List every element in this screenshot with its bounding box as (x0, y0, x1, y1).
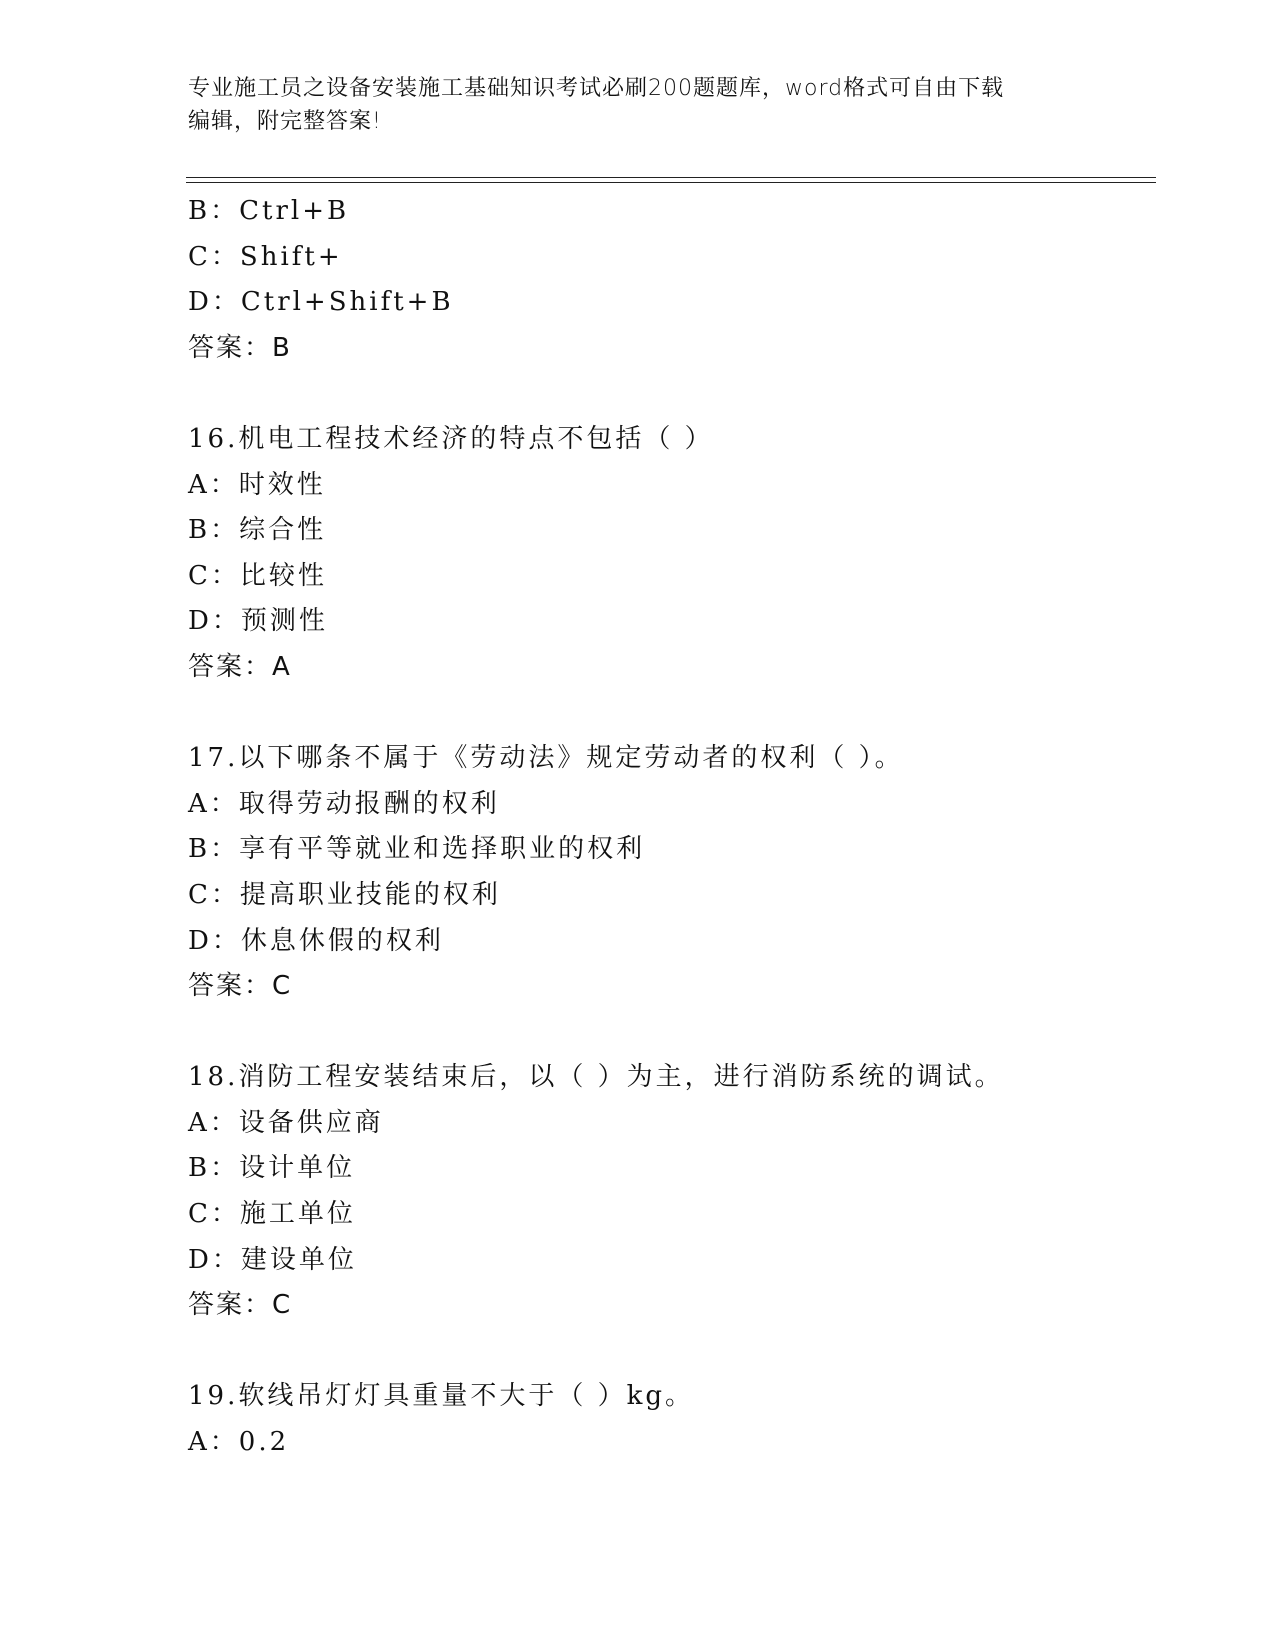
option-a: A：设备供应商 (188, 1107, 384, 1138)
spacer (188, 1010, 1148, 1056)
question-stem: 18.消防工程安装结束后，以（ ）为主，进行消防系统的调试。 (188, 1062, 1004, 1093)
header-divider-top (186, 177, 1156, 178)
option-c: C：比较性 (188, 560, 327, 591)
spacer (188, 1329, 1148, 1375)
answer-line: 答案：B (188, 332, 292, 363)
question-block-16 (188, 417, 1148, 691)
option-d: D：建设单位 (188, 1244, 357, 1275)
spacer (188, 371, 1148, 417)
option-d: D：Ctrl+Shift+B (188, 287, 454, 318)
option-a: A：时效性 (188, 469, 326, 500)
question-block-17 (188, 736, 1148, 1010)
question-block-15-partial (188, 189, 1148, 371)
question-stem: 19.软线吊灯灯具重量不大于（ ）kg。 (188, 1381, 695, 1412)
option-b: B：享有平等就业和选择职业的权利 (188, 834, 646, 865)
question-block-18 (188, 1055, 1148, 1329)
option-b: B：Ctrl+B (188, 196, 350, 226)
option-c: C：提高职业技能的权利 (188, 879, 501, 910)
option-c: C：施工单位 (188, 1199, 356, 1230)
question-list (188, 189, 1148, 1466)
option-c: C：Shift+ (188, 241, 343, 272)
spacer (188, 691, 1148, 737)
option-a: A：0.2 (188, 1427, 290, 1458)
option-b: B：综合性 (188, 515, 327, 546)
option-d: D：预测性 (188, 606, 328, 637)
answer-line: 答案：C (188, 971, 293, 1002)
option-a: A：取得劳动报酬的权利 (188, 788, 500, 819)
header-divider-bottom (186, 182, 1156, 183)
answer-line: 答案：C (188, 1290, 293, 1321)
option-d: D：休息休假的权利 (188, 925, 444, 956)
option-b: B：设计单位 (188, 1153, 356, 1184)
question-block-19 (188, 1374, 1148, 1465)
header-title-line-1: 专业施工员之设备安装施工基础知识考试必刷200题题库，word格式可自由下载 (188, 76, 1005, 101)
answer-line: 答案：A (188, 651, 292, 682)
question-stem: 16.机电工程技术经济的特点不包括（ ） (188, 423, 714, 454)
document-header (188, 72, 1088, 138)
question-stem: 17.以下哪条不属于《劳动法》规定劳动者的权利（ ）。 (188, 743, 904, 774)
header-title-line-2: 编辑，附完整答案! (188, 109, 382, 134)
